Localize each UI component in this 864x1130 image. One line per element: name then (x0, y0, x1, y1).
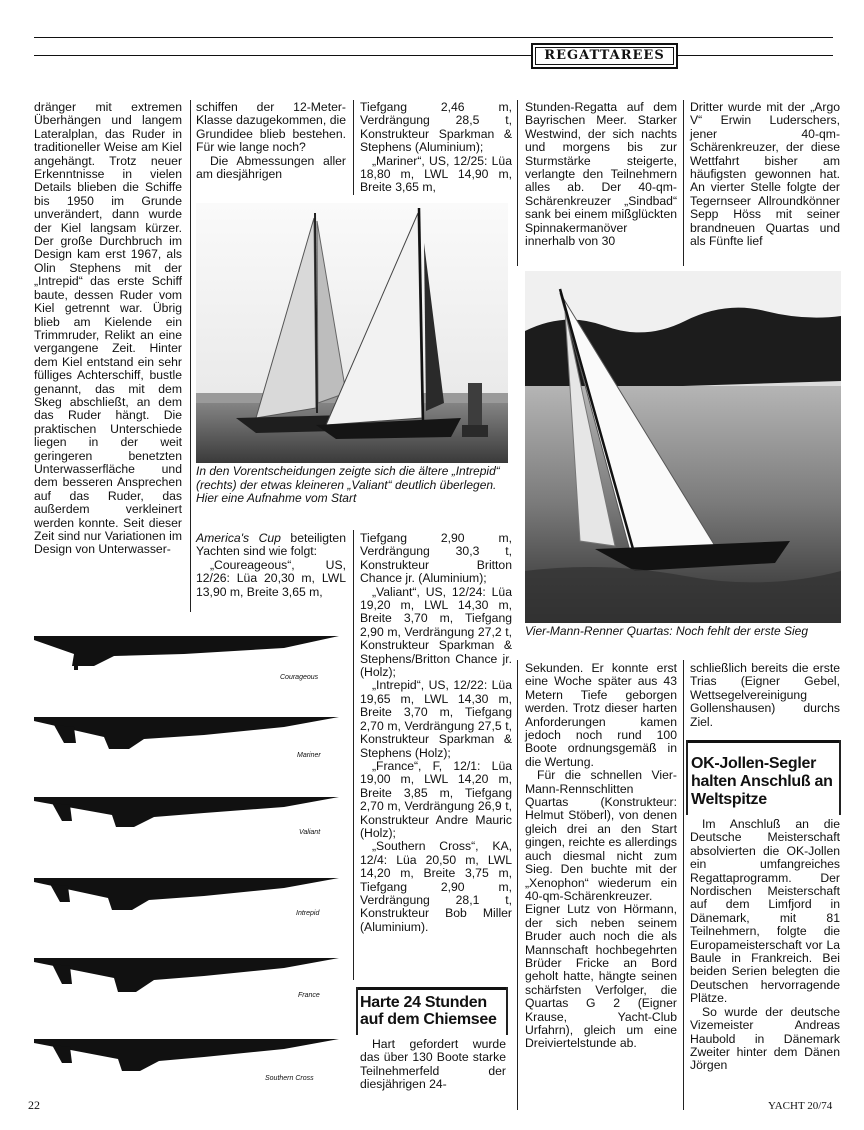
col2-mid-rest: beteiligten Yachten sind wie folgt: (196, 531, 346, 559)
chiemsee-box-top (356, 987, 508, 990)
hull-label: Mariner (297, 752, 321, 759)
hull-profile (34, 1035, 344, 1100)
column-divider (683, 660, 684, 1110)
col5-top-paragraph: Dritter wurde mit der „Argo V“ Erwin Luderschers, jener 40-qm-Schärenkreuzer, der diese Wettfahrt bisher am häufigsten gewonnen hat. An vierter Stelle folgte der Tegernseer Allroundkönner Sepp Höss mit seiner brandneuen Quartas und als Fünfte lief (690, 100, 840, 249)
quartas-photo (525, 271, 841, 623)
photo-1-caption: In den Vorentscheidungen zeigte sich die ältere „Intrepid“ (rechts) der etwas kleineren „Valiant“ deutlich überlegen. Hier eine Aufnahme vom Start (196, 464, 500, 506)
column-5-top-text (690, 101, 840, 248)
col4-bottom-paragraph: Sekunden. Er konnte erst eine Woche später aus 43 Metern Tiefe geborgen werden. Trotz dieser harten Anforderungen kamen jedoch noch rund 100 Boote ordnungsgemäß in die Wertung. (525, 661, 677, 769)
column-divider (683, 100, 684, 266)
col4-top-paragraph: Stunden-Regatta auf dem Bayrischen Meer. Starker Westwind, der sich nachts und morgens bis zur Sturmstärke steigerte, verlangte den Teilnehmern alles ab. Der 40-qm-Schärenkreuzer „Sindbad“ sank bei einem mißglückten Spinnakermanöver innerhalb von 30 (525, 100, 677, 249)
hull-label: Southern Cross (265, 1075, 314, 1082)
ok-text (690, 818, 840, 1073)
americas-cup-term: America's Cup (196, 531, 281, 545)
hull-label: Intrepid (296, 910, 320, 917)
column-divider (353, 100, 354, 195)
column-divider (190, 100, 191, 612)
spec-paragraph: „France“, F, 12/1: Lüa 19,00 m, LWL 14,20 m, Breite 3,85 m, Tiefgang 2,70 m, Verdrängung 26,9 t, Konstrukteur Andre Mauric (Holz); (360, 758, 512, 840)
top-rule (34, 37, 833, 38)
hull-profile (34, 632, 344, 697)
column-5-bottom-text (690, 662, 840, 729)
spec-paragraph: Tiefgang 2,90 m, Verdrängung 30,3 t, Konstrukteur Britton Chance jr. (Aluminium); (360, 531, 512, 586)
yachts-start-photo (196, 203, 508, 463)
col3-top-paragraph-2: „Mariner“, US, 12/25: Lüa 18,80 m, LWL 14,90 m, Breite 3,65 m, (360, 153, 512, 195)
section-rubric: REGATTAREES (531, 43, 678, 69)
ok-paragraph: Im Anschluß an die Deutsche Meisterschaft absolvierten die OK-Jollen ein umfangreiches Regattaprogramm. Der Nordischen Meisterschaft auf dem Limfjord in Dänemark, mit 81 Teilnehmern, folgte die Europameisterschaft vor La Baule in Frankreich. Bei beiden Serien belegten die Deutschen hervorragende Plätze. (690, 817, 840, 1006)
column-1-text (34, 101, 182, 557)
column-divider (517, 100, 518, 266)
col1-paragraph: dränger mit extremen Überhängen und langem Lateralplan, das Ruder in traditioneller Weise am Kiel angehängt. Trotz neuer Erkenntnisse in vielen Details blieben die Schiffe bis 1950 im Grunde unverändert, dann wurde der Kiel langsam kürzer. Der große Durchbruch im Design kam erst 1967, als Olin Stephens mit der „Intrepid“ das erste Schiff baute, dessen Ruder vom Kiel getrennt war. Übrig blieb am Kielende ein Trimmruder, Relikt an eine vergangene Zeit. Hinter dem Kiel entstand ein sehr fülliges Achterschiff, bustle genannt, das mit dem Skeg abschließt, an dem das Ruder hängt. Die praktischen Unterschiede liegen in der weit geringeren benetzten Unterwasserfläche und dem besseren Ansprechen auf das Ruder, das außerdem verkleinert werden konnte. Seit dieser Zeit sind nur Variationen im Design von Unterwasser- (34, 100, 182, 557)
ok-box-right (839, 740, 841, 815)
column-2-mid-text (196, 532, 346, 599)
spec-paragraph: „Intrepid“, US, 12/22: Lüa 19,65 m, LWL 14,30 m, Breite 3,70 m, Tiefgang 2,70 m, Verdrängung 27,5 t, Konstrukteur Sparkman & Stephens (Holz); (360, 678, 512, 760)
chiemsee-paragraph: Hart gefordert wurde das über 130 Boote starke Teilnehmerfeld der diesjährigen 24- (360, 1037, 506, 1092)
chiemsee-text (360, 1038, 506, 1092)
photo-2-caption: Vier-Mann-Renner Quartas: Noch fehlt der erste Sieg (525, 624, 809, 638)
ok-box-top (686, 740, 841, 743)
col2-top-paragraph: schiffen der 12-Meter-Klasse dazugekommen, die Grundidee blieb bestehen. Für wie lange noch? (196, 100, 346, 155)
column-divider (353, 530, 354, 980)
col2-mid-paragraph (196, 532, 346, 559)
hull-label: France (298, 992, 320, 999)
ok-box-left (686, 740, 688, 815)
hull-label: Courageous (280, 674, 319, 681)
chiemsee-box-left (356, 987, 358, 1035)
chiemsee-headline: Harte 24 Stunden auf dem Chiemsee (360, 994, 497, 1028)
column-4-bottom-text (525, 662, 677, 1051)
hull-profile (34, 874, 344, 939)
hull-label: Valiant (299, 829, 321, 836)
ok-headline: OK-Jollen-Segler halten Anschluß an Weltspitze (691, 755, 833, 808)
hull-profile (34, 954, 344, 1019)
col4-bottom-paragraph: Für die schnellen Vier-Mann-Rennschlitten Quartas (Konstrukteur: Helmut Stöberl), von denen gleich drei an den Start gingen, reichte es allerdings auch diesmal nicht zum Sieg. Den buchte mit der „Xenophon“ wiederum ein 40-qm-Schärenkreuzer. Eigner Lutz von Hörmann, der sich neben seinem Bruder auch noch die als Mannschaft hochbegehrten Brüder Fricke an Bord geholt hatte, hängte seinen schärfsten Verfolger, die Quartas G 2 (Eigner Krause, Yacht-Club Urfahrn), gleich um eine Dreiviertelstunde ab. (525, 768, 677, 1051)
issue-label: YACHT 20/74 (768, 1100, 833, 1112)
column-3-top-text (360, 101, 512, 195)
column-2-top-text (196, 101, 346, 181)
col2-mid-paragraph-2: „Coureageous“, US, 12/26: Lüa 20,30 m, LWL 13,90 m, Breite 3,65 m, (196, 557, 346, 599)
spec-paragraph: „Southern Cross“, KA, 12/4: Lüa 20,50 m, LWL 14,20 m, Breite 3,75 m, Tiefgang 2,90 m, Verdrängung 28,1 t, Konstrukteur Bob Miller (Aluminium). (360, 839, 512, 934)
column-3-mid-text (360, 532, 512, 934)
spec-paragraph: „Valiant“, US, 12/24: Lüa 19,20 m, LWL 14,30 m, Breite 3,70 m, Tiefgang 2,90 m, Verdrängung 27,2 t, Konstrukteur Sparkman & Stephens/Britton Chance jr. (Holz); (360, 584, 512, 680)
column-4-top-text (525, 101, 677, 248)
col5-bottom-paragraph: schließlich bereits die erste Trias (Eigner Gebel, Wettsegelvereinigung Gollenshausen) durchs Ziel. (690, 661, 840, 729)
column-divider (517, 660, 518, 1110)
hull-profile (34, 713, 344, 778)
hull-profile (34, 793, 344, 858)
col2-top-paragraph-2: Die Abmessungen aller am diesjährigen (196, 153, 346, 182)
header-rule (34, 55, 833, 56)
col3-top-paragraph: Tiefgang 2,46 m, Verdrängung 28,5 t, Konstrukteur Sparkman & Stephens (Aluminium); (360, 100, 512, 155)
page-number: 22 (28, 1098, 40, 1112)
ok-paragraph: So wurde der deutsche Vizemeister Andreas Haubold in Dänemark Zweiter hinter dem Dänen Jörgen (690, 1004, 840, 1073)
